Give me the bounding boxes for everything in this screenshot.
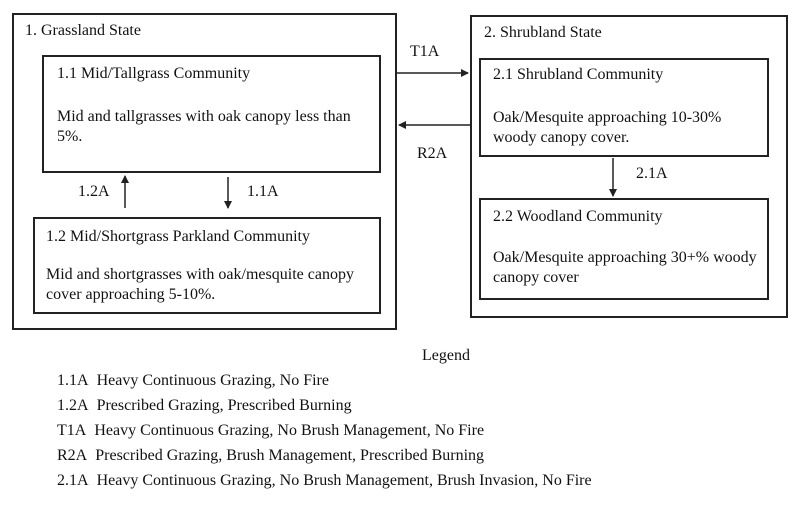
community-2-2-title: 2.2 Woodland Community <box>493 208 663 225</box>
transition-t1a-label: T1A <box>410 43 440 60</box>
community-2-1-title: 2.1 Shrubland Community <box>493 66 664 83</box>
legend-item <box>57 422 484 440</box>
legend-text: Prescribed Grazing, Brush Management, Prescribed Burning <box>95 447 485 464</box>
community-2-1-desc: Oak/Mesquite approaching 10-30% woody canopy cover. <box>493 109 722 146</box>
legend-text: Heavy Continuous Grazing, No Brush Management, No Fire <box>94 422 485 439</box>
pathway-1-1a-label: 1.1A <box>247 183 279 200</box>
community-1-2-title: 1.2 Mid/Shortgrass Parkland Community <box>46 228 310 245</box>
legend-item <box>57 397 352 415</box>
legend-text: Heavy Continuous Grazing, No Brush Management, Brush Invasion, No Fire <box>96 472 592 489</box>
legend-code: 2.1A <box>57 472 89 489</box>
legend-item <box>57 447 484 465</box>
pathway-2-1a-label: 2.1A <box>636 165 668 182</box>
transition-r2a-label: R2A <box>417 145 448 162</box>
legend-code: 1.1A <box>57 372 89 389</box>
shrubland-state-title: 2. Shrubland State <box>484 24 602 41</box>
community-2-2-desc: Oak/Mesquite approaching 30+% woody canopy cover <box>493 249 757 286</box>
grassland-state-title: 1. Grassland State <box>25 22 141 39</box>
community-1-1-desc: Mid and tallgrasses with oak canopy less than 5%. <box>57 108 351 145</box>
legend-code: 1.2A <box>57 397 89 414</box>
legend-text: Heavy Continuous Grazing, No Fire <box>96 372 329 389</box>
pathway-1-2a-label: 1.2A <box>78 183 110 200</box>
legend-code: R2A <box>57 447 88 464</box>
community-1-2-desc: Mid and shortgrasses with oak/mesquite canopy cover approaching 5-10%. <box>46 266 354 303</box>
community-1-1-title: 1.1 Mid/Tallgrass Community <box>57 65 251 82</box>
legend-item <box>57 472 592 490</box>
legend-item <box>57 372 329 390</box>
legend-text: Prescribed Grazing, Prescribed Burning <box>96 397 352 414</box>
legend-code: T1A <box>57 422 87 439</box>
legend-title: Legend <box>422 347 470 364</box>
